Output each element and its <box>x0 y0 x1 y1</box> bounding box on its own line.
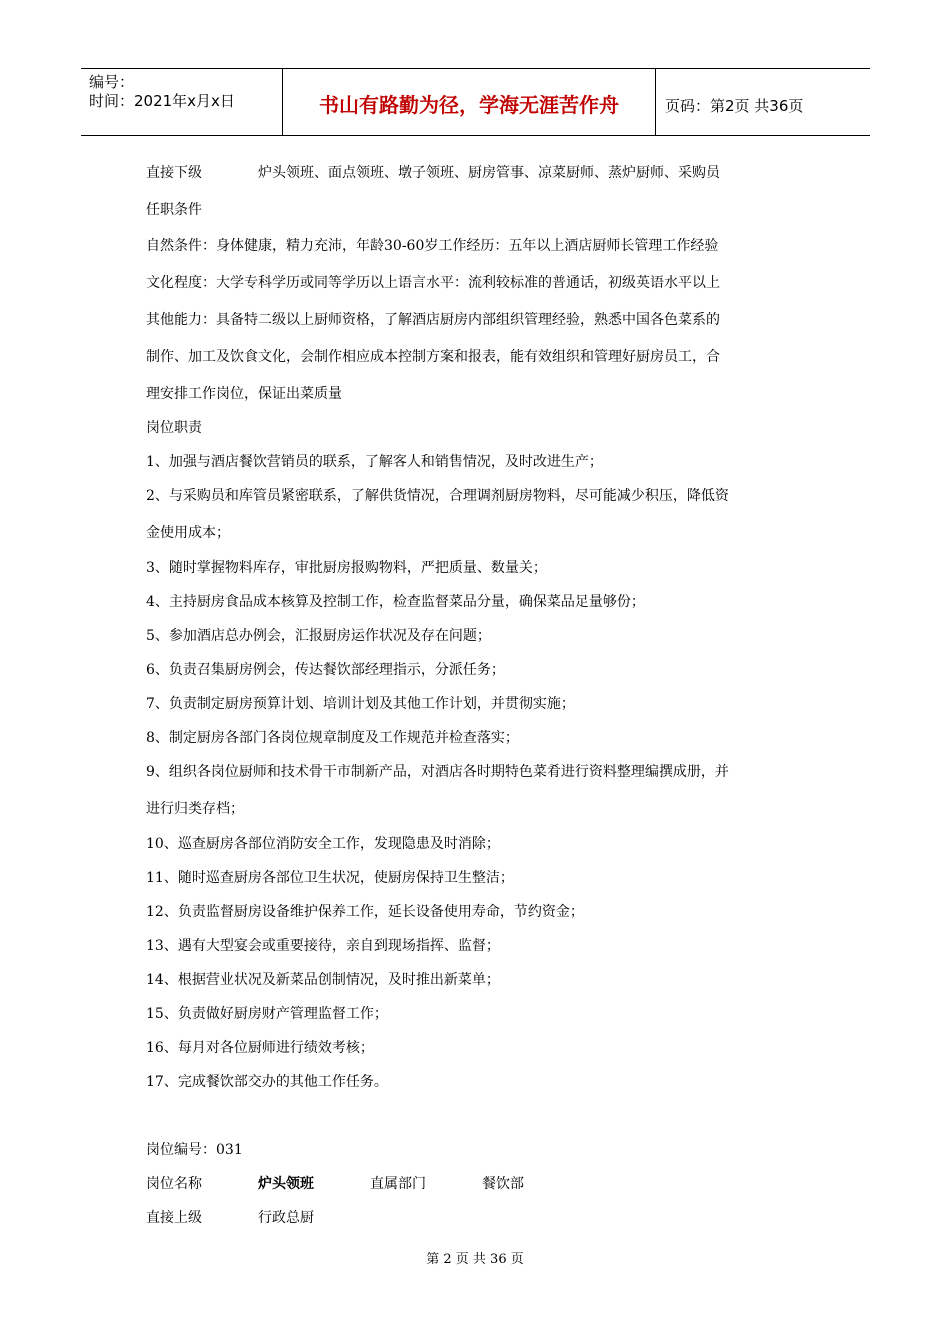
duty-line: 14、根据营业状况及新菜品创制情况，及时推出新菜单； <box>146 972 500 988</box>
duty-line: 进行归类存档； <box>146 801 244 817</box>
position-name-value: 炉头领班 <box>258 1176 314 1192</box>
position-name-label: 岗位名称 <box>146 1176 202 1192</box>
qualification-line: 理安排工作岗位，保证出菜质量 <box>146 386 342 402</box>
duty-line: 4、主持厨房食品成本核算及控制工作，检查监督菜品分量，确保菜品足量够份； <box>146 594 645 610</box>
duty-line: 17、完成餐饮部交办的其他工作任务。 <box>146 1074 388 1090</box>
number-label: 编号： <box>89 73 135 91</box>
duty-line: 11、随时巡查厨房各部位卫生状况，使厨房保持卫生整洁； <box>146 870 514 886</box>
duty-line: 12、负责监督厨房设备维护保养工作，延长设备使用寿命，节约资金； <box>146 904 584 920</box>
duty-line: 8、制定厨房各部门各岗位规章制度及工作规范并检查落实； <box>146 730 519 746</box>
header-meta <box>89 73 235 111</box>
duty-line: 5、参加酒店总办例会，汇报厨房运作状况及存在问题； <box>146 628 491 644</box>
duty-line: 15、负责做好厨房财产管理监督工作； <box>146 1006 388 1022</box>
duty-line: 6、负责召集厨房例会，传达餐饮部经理指示，分派任务； <box>146 662 505 678</box>
position-number: 岗位编号：031 <box>146 1142 243 1158</box>
header-divider <box>655 69 656 135</box>
superior-row <box>146 1207 314 1227</box>
duty-line: 10、巡查厨房各部位消防安全工作，发现隐患及时消除； <box>146 836 500 852</box>
duties-heading: 岗位职责 <box>146 420 202 436</box>
qualification-line: 制作、加工及饮食文化，会制作相应成本控制方案和报表，能有效组织和管理好厨房员工，合 <box>146 349 720 365</box>
direct-subordinates-label: 直接下级 <box>146 165 202 181</box>
superior-label: 直接上级 <box>146 1210 202 1226</box>
page-footer: 第 2 页 共 36 页 <box>426 1252 524 1267</box>
header-page-info: 页码：第2页 共36页 <box>665 97 804 115</box>
page-header <box>81 68 870 136</box>
qualification-line: 自然条件：身体健康，精力充沛，年龄30-60岁工作经历：五年以上酒店厨师长管理工作经验 <box>146 238 719 254</box>
department-value: 餐饮部 <box>482 1176 524 1192</box>
duty-line: 9、组织各岗位厨师和技术骨干市制新产品，对酒店各时期特色菜肴进行资料整理编撰成册，并 <box>146 764 729 780</box>
duty-line: 2、与采购员和库管员紧密联系，了解供货情况，合理调剂厨房物料，尽可能减少积压，降低资 <box>146 488 729 504</box>
duty-line: 3、随时掌握物料库存，审批厨房报购物料，严把质量、数量关； <box>146 560 547 576</box>
qualification-line: 文化程度：大学专科学历或同等学历以上语言水平：流利较标准的普通话，初级英语水平以上 <box>146 275 720 291</box>
duty-line: 7、负责制定厨房预算计划、培训计划及其他工作计划，并贯彻实施； <box>146 696 575 712</box>
qualifications-heading: 任职条件 <box>146 202 202 218</box>
duty-line: 金使用成本； <box>146 525 230 541</box>
direct-subordinates-row <box>146 162 720 182</box>
position-name-row <box>146 1173 524 1193</box>
department-label: 直属部门 <box>370 1176 426 1192</box>
direct-subordinates-value: 炉头领班、面点领班、墩子领班、厨房管事、凉菜厨师、蒸炉厨师、采购员 <box>258 165 720 181</box>
qualification-line: 其他能力：具备特二级以上厨师资格，了解酒店厨房内部组织管理经验，熟悉中国各色菜系的 <box>146 312 720 328</box>
time-label: 时间：2021年x月x日 <box>89 92 235 110</box>
superior-value: 行政总厨 <box>258 1210 314 1226</box>
header-motto: 书山有路勤为径，学海无涯苦作舟 <box>319 93 619 117</box>
duty-line: 16、每月对各位厨师进行绩效考核； <box>146 1040 374 1056</box>
duty-line: 13、遇有大型宴会或重要接待，亲自到现场指挥、监督； <box>146 938 500 954</box>
duty-line: 1、加强与酒店餐饮营销员的联系，了解客人和销售情况，及时改进生产； <box>146 454 603 470</box>
